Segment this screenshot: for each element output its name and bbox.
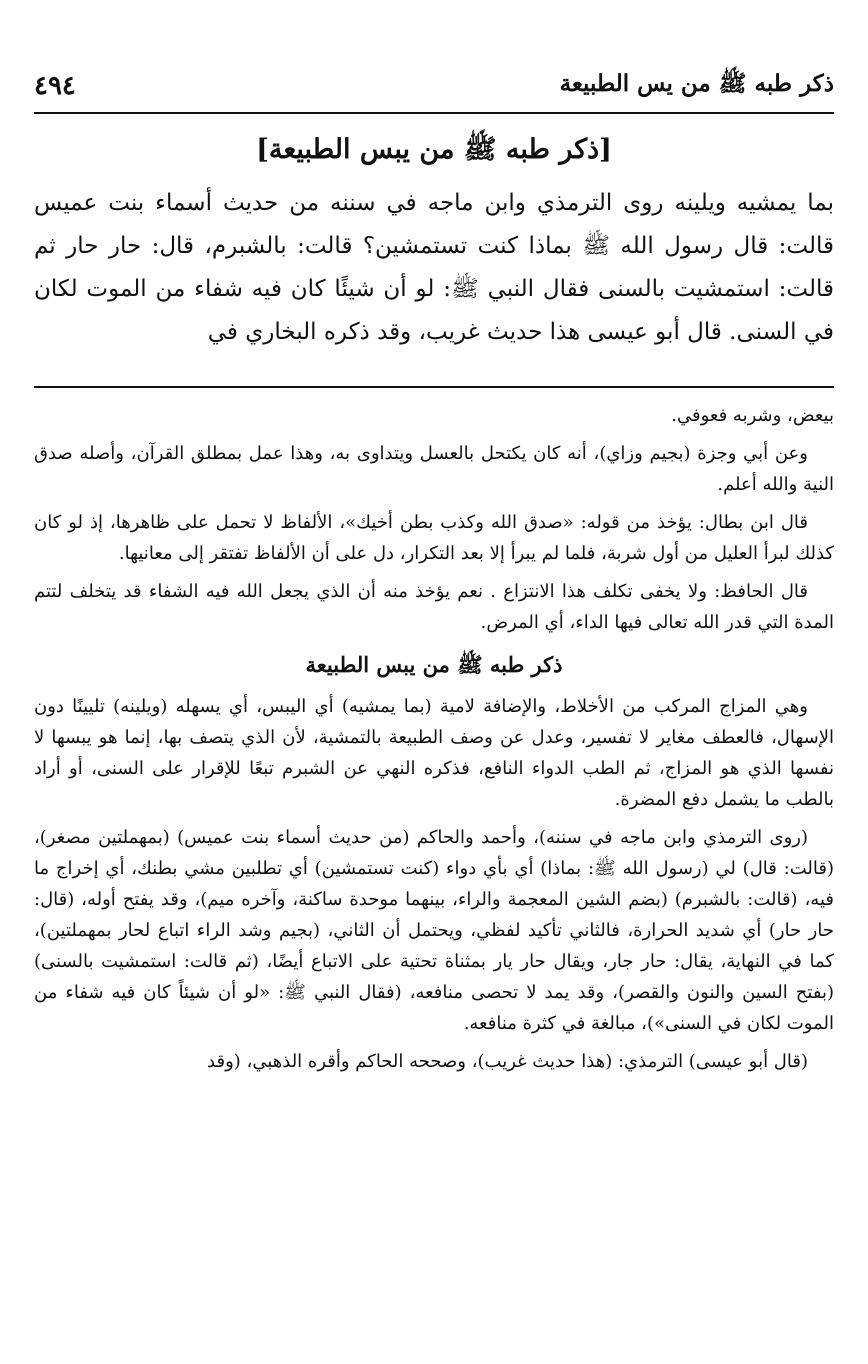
page-header (34, 66, 834, 106)
commentary-paragraph: قال الحافظ: ولا يخفى تكلف هذا الانتزاع . نعم يؤخذ منه أن الذي يجعل الله فيه الشفاء قد يتخلف لتتم المدة التي قدر الله تعالى فيها الداء، أي المرض. (34, 581, 834, 633)
main-text: بما يمشيه ويلينه روى الترمذي وابن ماجه في سننه من حديث أسماء بنت عميس قالت: قال رسول الله ﷺ بماذا كنت تستمشين؟ قالت: بالشبرم، قال: حار حار ثم قالت: استمشيت بالسنى فقال النبي ﷺ: لو أن شيئًا كان فيه شفاء من الموت لكان في السنى. قال أبو عيسى هذا حديث غريب، وقد ذكره البخاري في (34, 190, 834, 345)
section-heading: ذكر طبه ﷺ من يبس الطبيعة (305, 652, 563, 677)
commentary-paragraph: وهي المزاج المركب من الأخلاط، والإضافة لامية (بما يمشيه) أي اليبس، أي يسهله (ويلينه) تليينًا دون الإسهال، فالعطف مغاير لا تفسير، وعدل عن وصف الطبيعة بالتمشية، لأن الذي يتصف بها، إنما هو يبسها لا نفسها الذي هو المزاج، ثم الطب الدواء النافع، فذكره النهي عن الشبرم تبعًا للإقرار على السنى، أو أراد بالطب ما يشمل دفع المضرة. (34, 696, 834, 810)
commentary-paragraph: بيعض، وشربه فعوفي. (671, 405, 834, 426)
commentary (34, 400, 834, 1084)
commentary-paragraph: وعن أبي وجزة (بجيم وزاي)، أنه كان يكتحل بالعسل ويتداوى به، وهذا عمل بمطلق القرآن، وأصله صدق النية والله أعلم. (34, 443, 834, 495)
footnote-divider (34, 386, 834, 388)
page-number: ٤٩٤ (34, 71, 76, 101)
running-title: ذكر طبه ﷺ من يس الطبيعة (559, 70, 834, 97)
commentary-paragraph: (روى الترمذي وابن ماجه في سننه)، وأحمد والحاكم (من حديث أسماء بنت عميس) (بمهملتين مصغر)، (قالت: قال) لي (رسول الله ﷺ: بماذا) أي بأي دواء (كنت تستمشين) أي تطلبين مشي بطنك، أي إخراج ما فيه، (قالت: بالشبرم) (بضم الشين المعجمة والراء، بينهما موحدة ساكنة، وآخره ميم)، وقد يفتح أوله، (قال: حار حار) أي شديد الحرارة، فالثاني تأكيد لفظي، ويحتمل أن الثاني، (بجيم وشد الراء اتباع لحار بمهملتين)، كما في النهاية، يقال: حار جار، ويقال حار يار بمثناة تحتية على الاتباع أيضًا، (ثم قالت: استمشيت بالسنى) (بفتح السين والنون والقصر)، وقد يمد لا تحصى منافعه، (فقال النبي ﷺ: «لو أن شيئاً كان فيه شفاء من الموت لكان في السنى»)، مبالغة في كثرة منافعه. (34, 827, 834, 1034)
header-divider (34, 112, 834, 114)
commentary-paragraph: قال ابن بطال: يؤخذ من قوله: «صدق الله وكذب بطن أخيك»، الألفاظ لا تحمل على ظاهرها، إذ لو كان كذلك لبرأ العليل من أول شربة، فلما لم يبرأ إلا بعد التكرار، دل على أن الألفاظ تفتقر إلى معانيها. (34, 512, 834, 564)
commentary-paragraph: (قال أبو عيسى) الترمذي: (هذا حديث غريب)، وصححه الحاكم وأقره الذهبي، (وقد (207, 1051, 808, 1072)
chapter-title: [ذكر طبه ﷺ من يبس الطبيعة] (256, 134, 612, 165)
